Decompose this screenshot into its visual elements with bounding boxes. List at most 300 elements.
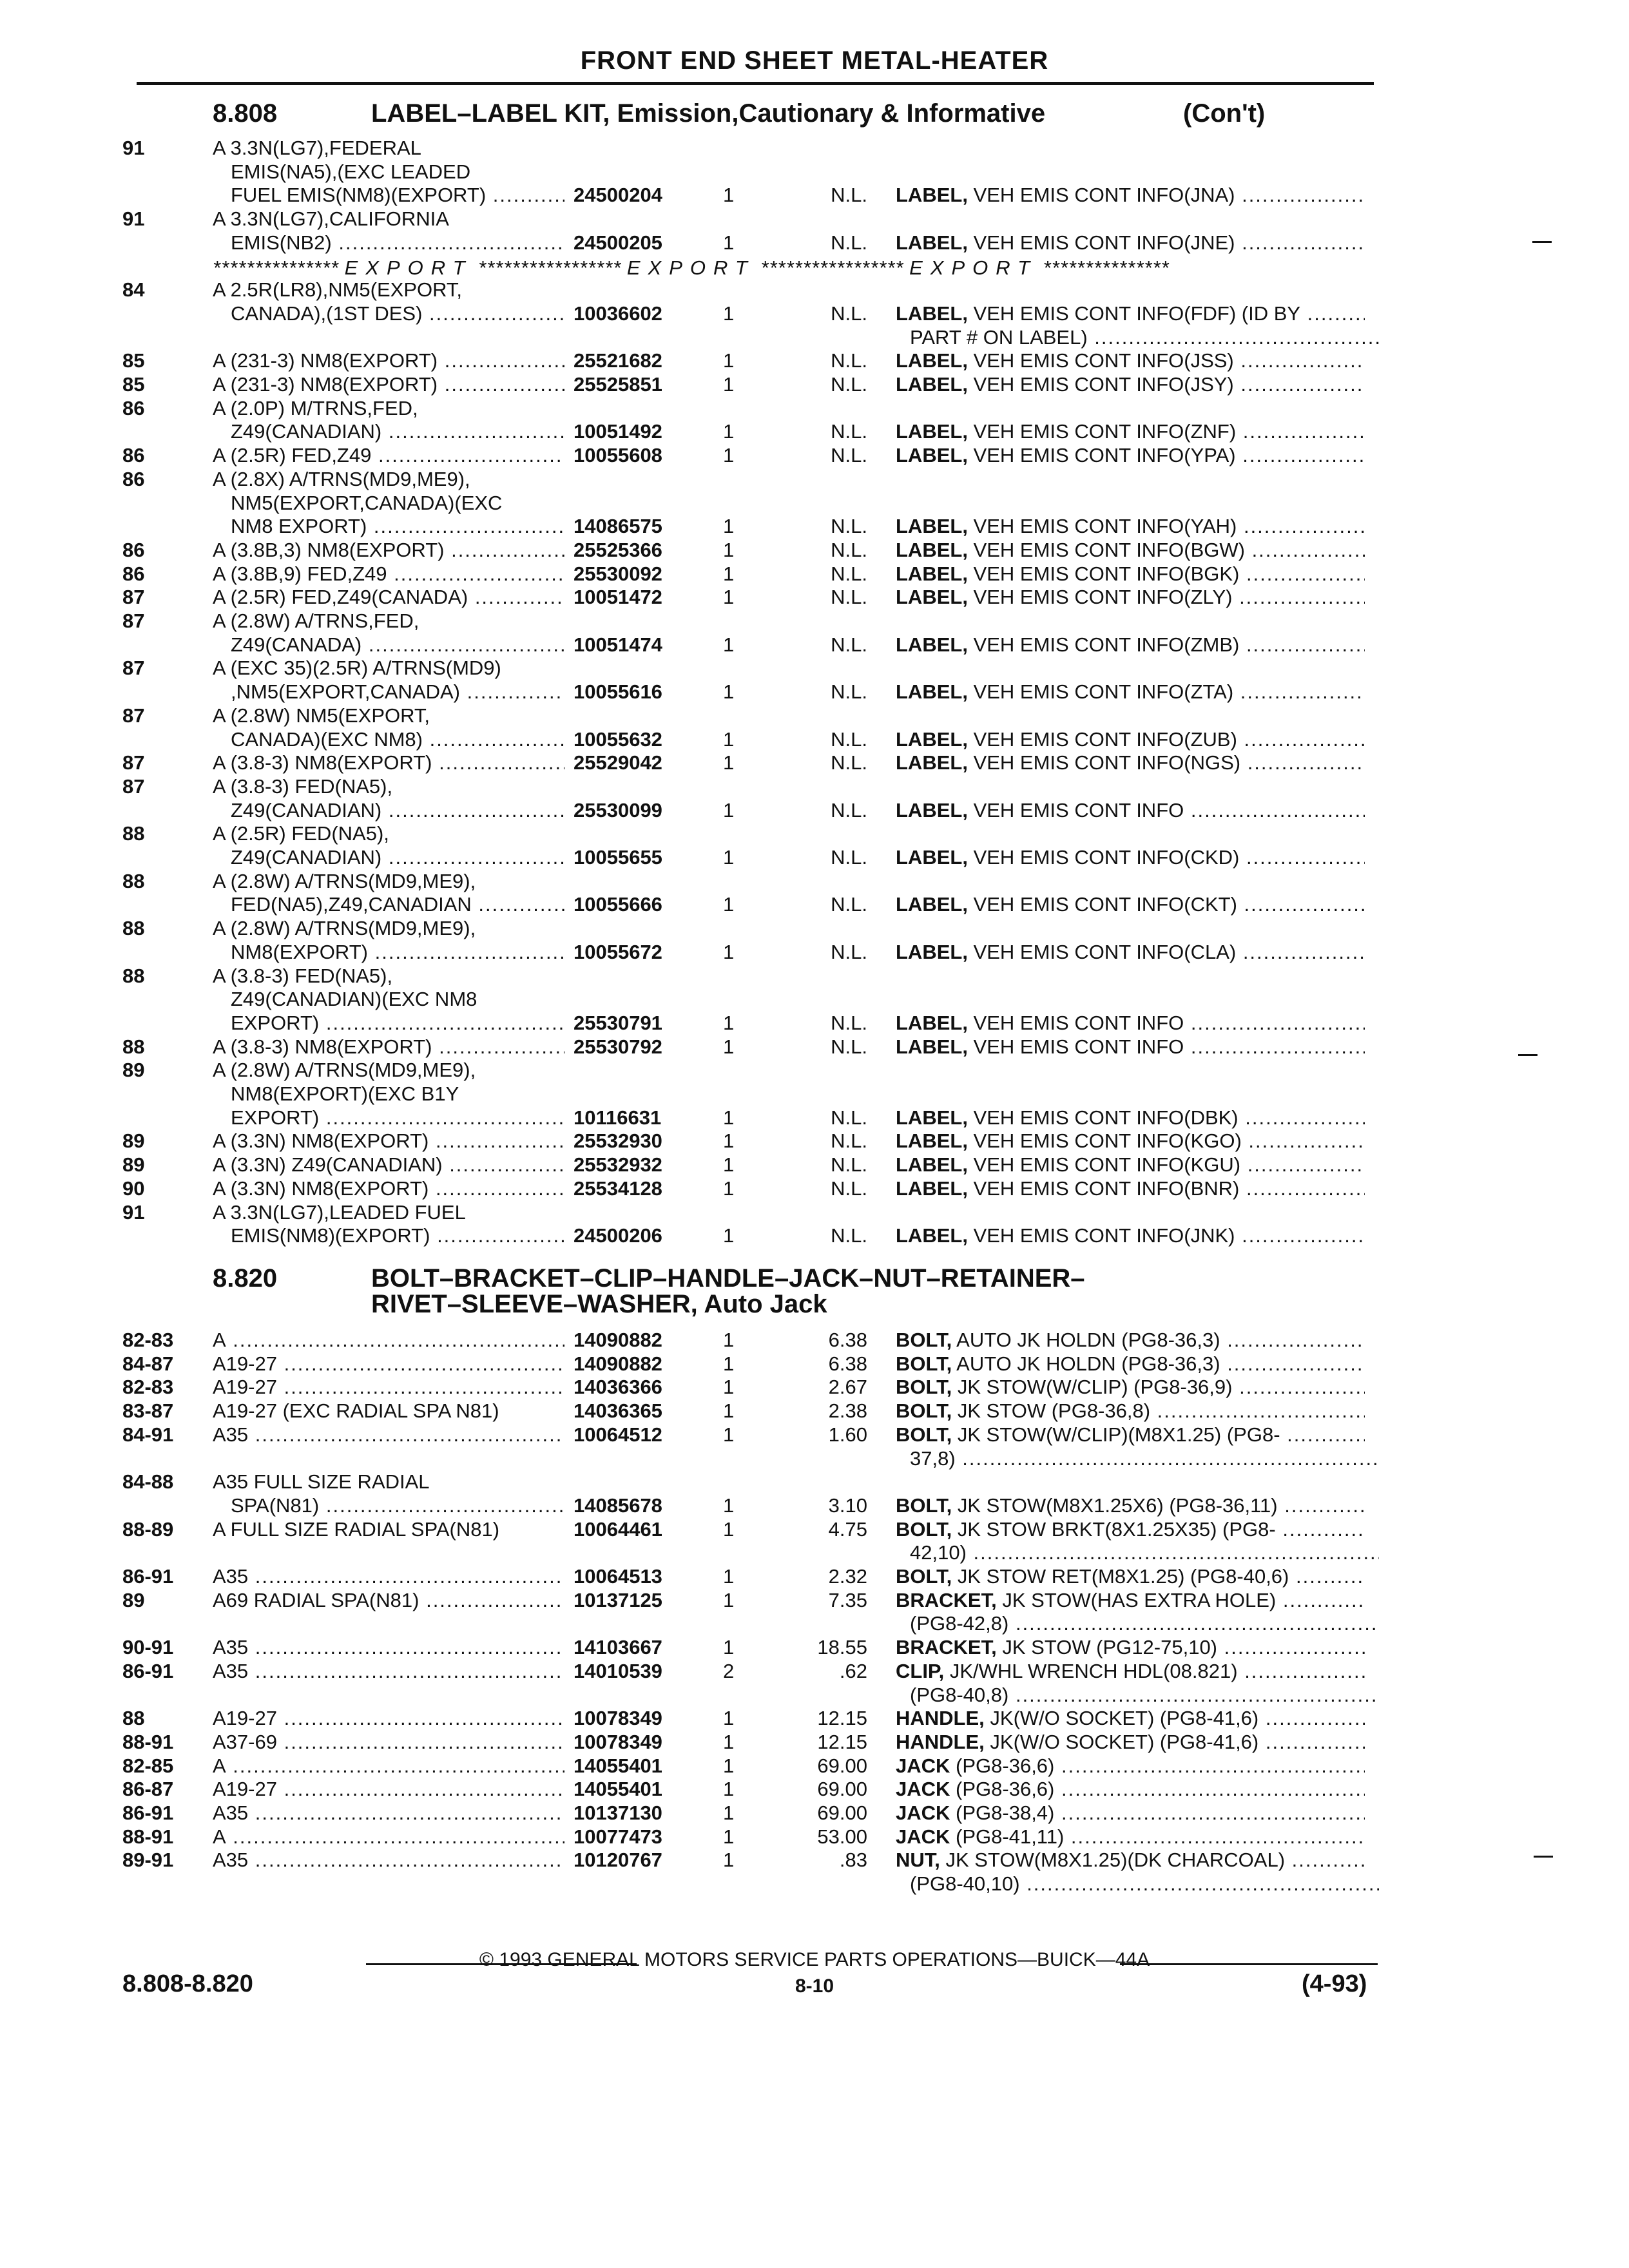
part-name-detail: VEH EMIS CONT INFO(ZNF) <box>973 420 1237 443</box>
part-name-detail: (PG8-40,8) <box>910 1683 1009 1706</box>
part-name-keyword: LABEL, <box>896 420 968 443</box>
model-years: 88 <box>122 869 145 892</box>
part-name-keyword: LABEL, <box>896 798 968 822</box>
application-desc: A35 ..... <box>213 1849 564 1872</box>
part-name-detail: VEH EMIS CONT INFO(CLA) <box>973 940 1237 963</box>
part-name-keyword: LABEL, <box>896 1224 968 1247</box>
part-number: 25525851 <box>574 373 662 396</box>
application-desc: EMIS(NA5),(EXC LEADED <box>231 160 471 183</box>
part-number: 25534128 <box>574 1177 662 1200</box>
part-name-detail: VEH EMIS CONT INFO <box>973 798 1184 822</box>
quantity: 1 <box>723 1035 735 1058</box>
price: N.L. <box>831 1177 867 1200</box>
part-number: 10055608 <box>574 444 662 467</box>
price: N.L. <box>831 349 867 372</box>
part-name-keyword: BOLT, <box>896 1494 952 1517</box>
application-desc: FED(NA5),Z49,CANADIAN ..... <box>231 893 564 916</box>
application-desc: Z49(CANADIAN) ..... <box>231 846 564 869</box>
price: 2.32 <box>828 1565 867 1588</box>
part-name <box>896 349 1365 372</box>
part-number: 10051492 <box>574 420 662 443</box>
part-name <box>896 231 1365 255</box>
part-number: 10116631 <box>574 1106 662 1129</box>
price: N.L. <box>831 586 867 609</box>
application-desc: EXPORT) ..... <box>231 1012 564 1035</box>
quantity: 1 <box>723 1352 735 1375</box>
part-number: 24500206 <box>574 1224 662 1247</box>
part-name <box>896 1778 1365 1801</box>
application-desc: A (3.8-3) FED(NA5), <box>213 964 393 987</box>
part-name-keyword: LABEL, <box>896 1129 968 1153</box>
part-name-keyword: LABEL, <box>896 1011 968 1034</box>
application-desc: A69 RADIAL SPA(N81) ..... <box>213 1589 564 1612</box>
part-name-keyword: LABEL, <box>896 727 968 751</box>
quantity: 1 <box>723 538 735 561</box>
part-name <box>896 184 1365 207</box>
part-name <box>896 1660 1365 1683</box>
model-years: 88-91 <box>122 1825 174 1848</box>
part-name <box>896 515 1365 538</box>
export-stars: ***************** <box>760 256 904 279</box>
part-name-detail: JK STOW(M8X1.25)(DK CHARCOAL) <box>945 1849 1286 1872</box>
model-years: 90-91 <box>122 1636 174 1659</box>
part-name-detail: VEH EMIS CONT INFO(CKT) <box>973 893 1237 916</box>
model-years: 84-87 <box>122 1352 174 1375</box>
application-desc: A (2.0P) M/TRNS,FED, <box>213 396 418 419</box>
part-name-detail: VEH EMIS CONT INFO(BGW) <box>973 538 1245 561</box>
part-name <box>896 1825 1365 1849</box>
part-number: 25521682 <box>574 349 662 372</box>
part-name <box>896 680 1365 704</box>
model-years: 87 <box>122 657 145 680</box>
part-name <box>896 1035 1365 1059</box>
price: 69.00 <box>817 1754 867 1777</box>
part-name-keyword: BOLT, <box>896 1329 952 1351</box>
quantity: 1 <box>723 302 735 325</box>
part-name <box>896 1802 1365 1825</box>
model-years: 86 <box>122 467 145 490</box>
application-desc: EMIS(NB2) ..... <box>231 231 564 255</box>
price: N.L. <box>831 1153 867 1177</box>
model-years: 82-85 <box>122 1754 174 1777</box>
model-years: 86-91 <box>122 1565 174 1588</box>
quantity: 1 <box>723 680 735 704</box>
model-years: 88 <box>122 822 145 845</box>
price: N.L. <box>831 184 867 207</box>
part-number: 14086575 <box>574 515 662 538</box>
footer-section-range: 8.808-8.820 <box>122 1970 253 1997</box>
price: N.L. <box>831 515 867 538</box>
part-name <box>896 751 1365 774</box>
part-name-keyword: LABEL, <box>896 940 968 963</box>
application-desc: NM5(EXPORT,CANADA)(EXC <box>231 491 503 514</box>
price: N.L. <box>831 231 867 254</box>
price: 2.38 <box>828 1399 867 1423</box>
part-name-detail: VEH EMIS CONT INFO(ZTA) <box>973 680 1234 704</box>
price: 53.00 <box>817 1825 867 1848</box>
application-desc: A (3.3N) NM8(EXPORT) ..... <box>213 1177 564 1200</box>
section-number: 8.808 <box>213 99 278 128</box>
part-name-keyword: LABEL, <box>896 846 968 869</box>
quantity: 1 <box>723 231 735 254</box>
quantity: 1 <box>723 1376 735 1399</box>
part-number: 14085678 <box>574 1494 662 1517</box>
part-name-keyword: LABEL, <box>896 586 968 609</box>
part-name <box>896 444 1365 467</box>
part-name-detail: JK(W/O SOCKET) (PG8-41,6) <box>990 1730 1259 1753</box>
application-desc: A 3.3N(LG7),LEADED FUEL <box>213 1200 466 1224</box>
model-years: 83-87 <box>122 1399 174 1423</box>
part-number: 10078349 <box>574 1707 662 1730</box>
part-number: 10078349 <box>574 1730 662 1753</box>
price: N.L. <box>831 538 867 561</box>
part-name-detail: VEH EMIS CONT INFO(ZUB) <box>973 727 1237 751</box>
application-desc: CANADA),(1ST DES) ..... <box>231 302 564 325</box>
price: .83 <box>839 1849 867 1872</box>
price: N.L. <box>831 444 867 467</box>
part-name-detail: (PG8-40,10) <box>910 1872 1020 1896</box>
quantity: 1 <box>723 1565 735 1588</box>
application-desc: A35 ..... <box>213 1565 564 1588</box>
quantity: 1 <box>723 751 735 774</box>
quantity: 1 <box>723 444 735 467</box>
price: 7.35 <box>828 1588 867 1611</box>
part-name-keyword: BOLT, <box>896 1517 952 1541</box>
part-name-keyword: BOLT, <box>896 1423 952 1446</box>
quantity: 1 <box>723 586 735 609</box>
model-years: 88-89 <box>122 1517 174 1541</box>
price: N.L. <box>831 940 867 963</box>
price: 12.15 <box>817 1707 867 1730</box>
part-name-detail: VEH EMIS CONT INFO(BNR) <box>973 1177 1240 1200</box>
quantity: 1 <box>723 1494 735 1517</box>
part-name <box>896 373 1365 396</box>
quantity: 1 <box>723 349 735 372</box>
part-name-detail: (PG8-36,6) <box>956 1754 1055 1777</box>
model-years: 84-88 <box>122 1470 174 1494</box>
margin-tick <box>1534 1856 1553 1858</box>
part-name-detail: VEH EMIS CONT INFO(JSS) <box>973 349 1234 372</box>
price: N.L. <box>831 633 867 656</box>
model-years: 87 <box>122 610 145 632</box>
part-name <box>896 420 1365 443</box>
model-years: 90 <box>122 1177 145 1200</box>
model-years: 87 <box>122 586 145 609</box>
application-desc: A (3.3N) NM8(EXPORT) ..... <box>213 1129 564 1153</box>
application-desc: NM8 EXPORT) ..... <box>231 515 564 538</box>
part-name <box>896 1589 1365 1612</box>
quantity: 1 <box>723 633 735 656</box>
part-name-detail: JK STOW (PG8-36,8) <box>957 1399 1151 1423</box>
part-name-keyword: BOLT, <box>896 1376 952 1399</box>
model-years: 87 <box>122 774 145 798</box>
part-name <box>910 1872 1379 1896</box>
price: 1.60 <box>828 1423 867 1446</box>
price: N.L. <box>831 1011 867 1034</box>
application-desc: A ..... <box>213 1825 564 1849</box>
price: 69.00 <box>817 1802 867 1824</box>
part-number: 14036365 <box>574 1399 662 1423</box>
application-desc: A19-27 ..... <box>213 1778 564 1801</box>
price: N.L. <box>831 727 867 751</box>
model-years: 91 <box>122 207 145 231</box>
price: N.L. <box>831 680 867 704</box>
part-name-keyword: JACK <box>896 1778 950 1801</box>
model-years: 88-91 <box>122 1730 174 1753</box>
part-number: 25530092 <box>574 562 662 585</box>
part-name-keyword: BRACKET, <box>896 1636 997 1659</box>
application-desc: NM8(EXPORT)(EXC B1Y <box>231 1082 459 1105</box>
part-number: 14036366 <box>574 1376 662 1399</box>
part-name-detail: VEH EMIS CONT INFO(FDF) (ID BY <box>973 302 1301 325</box>
part-name <box>896 302 1365 325</box>
part-name-keyword: BOLT, <box>896 1565 952 1588</box>
export-word: EXPORT <box>909 256 1037 279</box>
application-desc: A 3.3N(LG7),CALIFORNIA <box>213 207 449 231</box>
price: N.L. <box>831 302 867 325</box>
quantity: 1 <box>723 1224 735 1247</box>
part-name-keyword: HANDLE, <box>896 1730 985 1753</box>
part-name <box>910 326 1379 349</box>
part-name-keyword: LABEL, <box>896 231 968 254</box>
footer-page-number: 8-10 <box>795 1975 834 1997</box>
price: N.L. <box>831 1129 867 1153</box>
part-name-detail: VEH EMIS CONT INFO(BGK) <box>973 562 1240 585</box>
part-name-detail: VEH EMIS CONT INFO(JNK) <box>973 1224 1235 1247</box>
part-name-keyword: BRACKET, <box>896 1588 997 1611</box>
top-rule <box>137 82 1374 85</box>
export-stars: *************** <box>213 256 339 279</box>
model-years: 86-91 <box>122 1802 174 1824</box>
part-name-detail: JK(W/O SOCKET) (PG8-41,6) <box>990 1707 1259 1730</box>
application-desc: A (2.5R) FED(NA5), <box>213 822 389 845</box>
part-number: 25530099 <box>574 798 662 822</box>
application-desc: A35 ..... <box>213 1802 564 1825</box>
margin-tick <box>1532 241 1552 243</box>
model-years: 87 <box>122 704 145 727</box>
application-desc: A (2.5R) FED,Z49(CANADA) ..... <box>213 586 564 609</box>
part-name-keyword: BOLT, <box>896 1352 952 1375</box>
price: 18.55 <box>817 1636 867 1659</box>
model-years: 87 <box>122 751 145 774</box>
part-number: 10051474 <box>574 633 662 656</box>
part-number: 25530792 <box>574 1035 662 1058</box>
part-number: 10077473 <box>574 1825 662 1848</box>
model-years: 89 <box>122 1588 145 1611</box>
part-name-detail: VEH EMIS CONT INFO <box>973 1035 1184 1058</box>
price: N.L. <box>831 1106 867 1129</box>
part-name-keyword: LABEL, <box>896 1177 968 1200</box>
price: 6.38 <box>828 1352 867 1375</box>
part-name <box>896 1177 1365 1200</box>
price: N.L. <box>831 893 867 916</box>
part-name <box>896 1329 1365 1352</box>
part-name <box>896 941 1365 964</box>
part-number: 10064513 <box>574 1565 662 1588</box>
quantity: 1 <box>723 798 735 822</box>
part-number: 14055401 <box>574 1778 662 1801</box>
model-years: 84 <box>122 278 145 302</box>
part-name-detail: VEH EMIS CONT INFO(CKD) <box>973 846 1240 869</box>
quantity: 1 <box>723 562 735 585</box>
quantity: 1 <box>723 1011 735 1034</box>
application-desc: A (2.8W) NM5(EXPORT, <box>213 704 430 727</box>
quantity: 1 <box>723 373 735 396</box>
quantity: 1 <box>723 1423 735 1446</box>
part-name-detail: VEH EMIS CONT INFO(YAH) <box>973 515 1237 538</box>
part-number: 10064512 <box>574 1423 662 1446</box>
part-name-keyword: LABEL, <box>896 349 968 372</box>
application-desc: A (231-3) NM8(EXPORT) ..... <box>213 349 564 372</box>
model-years: 86 <box>122 396 145 419</box>
model-years: 89 <box>122 1153 145 1177</box>
part-name-detail: (PG8-38,4) <box>956 1802 1055 1824</box>
page-title: FRONT END SHEET METAL-HEATER <box>580 46 1049 75</box>
quantity: 1 <box>723 420 735 443</box>
quantity: 1 <box>723 1825 735 1848</box>
part-number: 25529042 <box>574 751 662 774</box>
part-name <box>896 1106 1365 1129</box>
part-name <box>896 1153 1365 1177</box>
part-name-detail: JK STOW(W/CLIP)(M8X1.25) (PG8- <box>957 1423 1280 1446</box>
price: 3.10 <box>828 1494 867 1517</box>
price: .62 <box>839 1659 867 1682</box>
part-name-detail: VEH EMIS CONT INFO(JNA) <box>973 184 1235 207</box>
part-name-detail: VEH EMIS CONT INFO(YPA) <box>973 444 1236 467</box>
part-name-keyword: LABEL, <box>896 633 968 656</box>
model-years: 89 <box>122 1129 145 1153</box>
part-name-detail: 37,8) <box>910 1446 956 1470</box>
part-name-keyword: LABEL, <box>896 538 968 561</box>
application-desc: A (2.8W) A/TRNS(MD9,ME9), <box>213 1059 476 1082</box>
application-desc: A (3.3N) Z49(CANADIAN) ..... <box>213 1153 564 1177</box>
application-desc: A19-27 (EXC RADIAL SPA N81) <box>213 1399 499 1423</box>
quantity: 1 <box>723 1588 735 1611</box>
model-years: 86-87 <box>122 1778 174 1801</box>
part-name <box>896 1754 1365 1778</box>
quantity: 1 <box>723 515 735 538</box>
model-years: 89-91 <box>122 1849 174 1872</box>
part-name <box>896 1423 1365 1446</box>
part-name-keyword: LABEL, <box>896 515 968 538</box>
application-desc: FUEL EMIS(NM8)(EXPORT) ..... <box>231 184 564 207</box>
application-desc: A19-27 ..... <box>213 1352 564 1376</box>
part-name-detail: JK STOW (PG12-75,10) <box>1002 1636 1218 1659</box>
part-name <box>896 1012 1365 1035</box>
quantity: 1 <box>723 1802 735 1824</box>
export-stars: *************** <box>1043 256 1170 279</box>
part-name <box>896 1224 1365 1247</box>
part-name-keyword: HANDLE, <box>896 1707 985 1730</box>
part-name <box>910 1447 1379 1470</box>
part-number: 24500205 <box>574 231 662 254</box>
part-name-detail: 42,10) <box>910 1541 967 1564</box>
quantity: 1 <box>723 1517 735 1541</box>
application-desc: A ..... <box>213 1754 564 1778</box>
part-number: 10055632 <box>574 727 662 751</box>
part-name <box>896 1731 1365 1754</box>
part-number: 10120767 <box>574 1849 662 1872</box>
part-name-detail: (PG8-42,8) <box>910 1612 1009 1635</box>
model-years: 86 <box>122 562 145 585</box>
application-desc: A 3.3N(LG7),FEDERAL <box>213 137 421 159</box>
price: N.L. <box>831 798 867 822</box>
quantity: 1 <box>723 1129 735 1153</box>
part-number: 10055672 <box>574 940 662 963</box>
quantity: 2 <box>723 1659 735 1682</box>
part-name <box>896 1376 1365 1399</box>
part-number: 10055655 <box>574 846 662 869</box>
application-desc: A (3.8-3) NM8(EXPORT) ..... <box>213 751 564 774</box>
part-name <box>896 728 1365 751</box>
application-desc: Z49(CANADIAN) ..... <box>231 420 564 443</box>
model-years: 85 <box>122 373 145 396</box>
part-name-keyword: NUT, <box>896 1849 940 1872</box>
part-number: 14090882 <box>574 1352 662 1375</box>
quantity: 1 <box>723 1153 735 1177</box>
margin-tick <box>1518 1054 1537 1056</box>
section-title: BOLT–BRACKET–CLIP–HANDLE–JACK–NUT–RETAINER– <box>371 1264 1085 1293</box>
part-name-detail: VEH EMIS CONT INFO(KGU) <box>973 1153 1241 1177</box>
price: N.L. <box>831 373 867 396</box>
price: 6.38 <box>828 1329 867 1351</box>
part-name <box>910 1612 1379 1635</box>
quantity: 1 <box>723 1177 735 1200</box>
model-years: 91 <box>122 1200 145 1224</box>
quantity: 1 <box>723 893 735 916</box>
application-desc: A19-27 ..... <box>213 1707 564 1730</box>
model-years: 88 <box>122 1707 145 1730</box>
application-desc: A37-69 ..... <box>213 1731 564 1754</box>
part-name-detail: JK STOW BRKT(8X1.25X35) (PG8- <box>957 1517 1276 1541</box>
application-desc: A (231-3) NM8(EXPORT) ..... <box>213 373 564 396</box>
part-name <box>896 893 1365 916</box>
section-continued: (Con't) <box>1183 99 1266 128</box>
part-name-detail: (PG8-41,11) <box>956 1825 1065 1848</box>
part-name <box>896 1494 1365 1517</box>
quantity: 1 <box>723 1778 735 1801</box>
part-name <box>896 1565 1365 1588</box>
part-name-keyword: LABEL, <box>896 373 968 396</box>
application-desc: A 2.5R(LR8),NM5(EXPORT, <box>213 278 463 302</box>
part-name-keyword: LABEL, <box>896 302 968 325</box>
quantity: 1 <box>723 1849 735 1872</box>
part-name <box>896 562 1365 586</box>
quantity: 1 <box>723 1707 735 1730</box>
quantity: 1 <box>723 727 735 751</box>
application-desc: A (3.8-3) FED(NA5), <box>213 774 393 798</box>
part-name-detail: VEH EMIS CONT INFO(ZLY) <box>973 586 1233 609</box>
quantity: 1 <box>723 184 735 207</box>
model-years: 91 <box>122 137 145 159</box>
quantity: 1 <box>723 1730 735 1753</box>
model-years: 88 <box>122 964 145 987</box>
model-years: 82-83 <box>122 1329 174 1351</box>
part-name-keyword: LABEL, <box>896 751 968 774</box>
part-name-keyword: JACK <box>896 1825 950 1848</box>
application-desc: A35 ..... <box>213 1660 564 1683</box>
application-desc: A (3.8B,3) NM8(EXPORT) ..... <box>213 539 564 562</box>
price: N.L. <box>831 420 867 443</box>
application-desc: A (2.8X) A/TRNS(MD9,ME9), <box>213 467 470 490</box>
export-word: EXPORT <box>344 256 473 279</box>
quantity: 1 <box>723 846 735 869</box>
application-desc: A (3.8B,9) FED,Z49 ..... <box>213 562 564 586</box>
model-years: 86 <box>122 444 145 467</box>
part-name-keyword: LABEL, <box>896 184 968 207</box>
application-desc: A (2.8W) A/TRNS(MD9,ME9), <box>213 869 476 892</box>
part-name-detail: AUTO JK HOLDN (PG8-36,3) <box>956 1352 1220 1375</box>
